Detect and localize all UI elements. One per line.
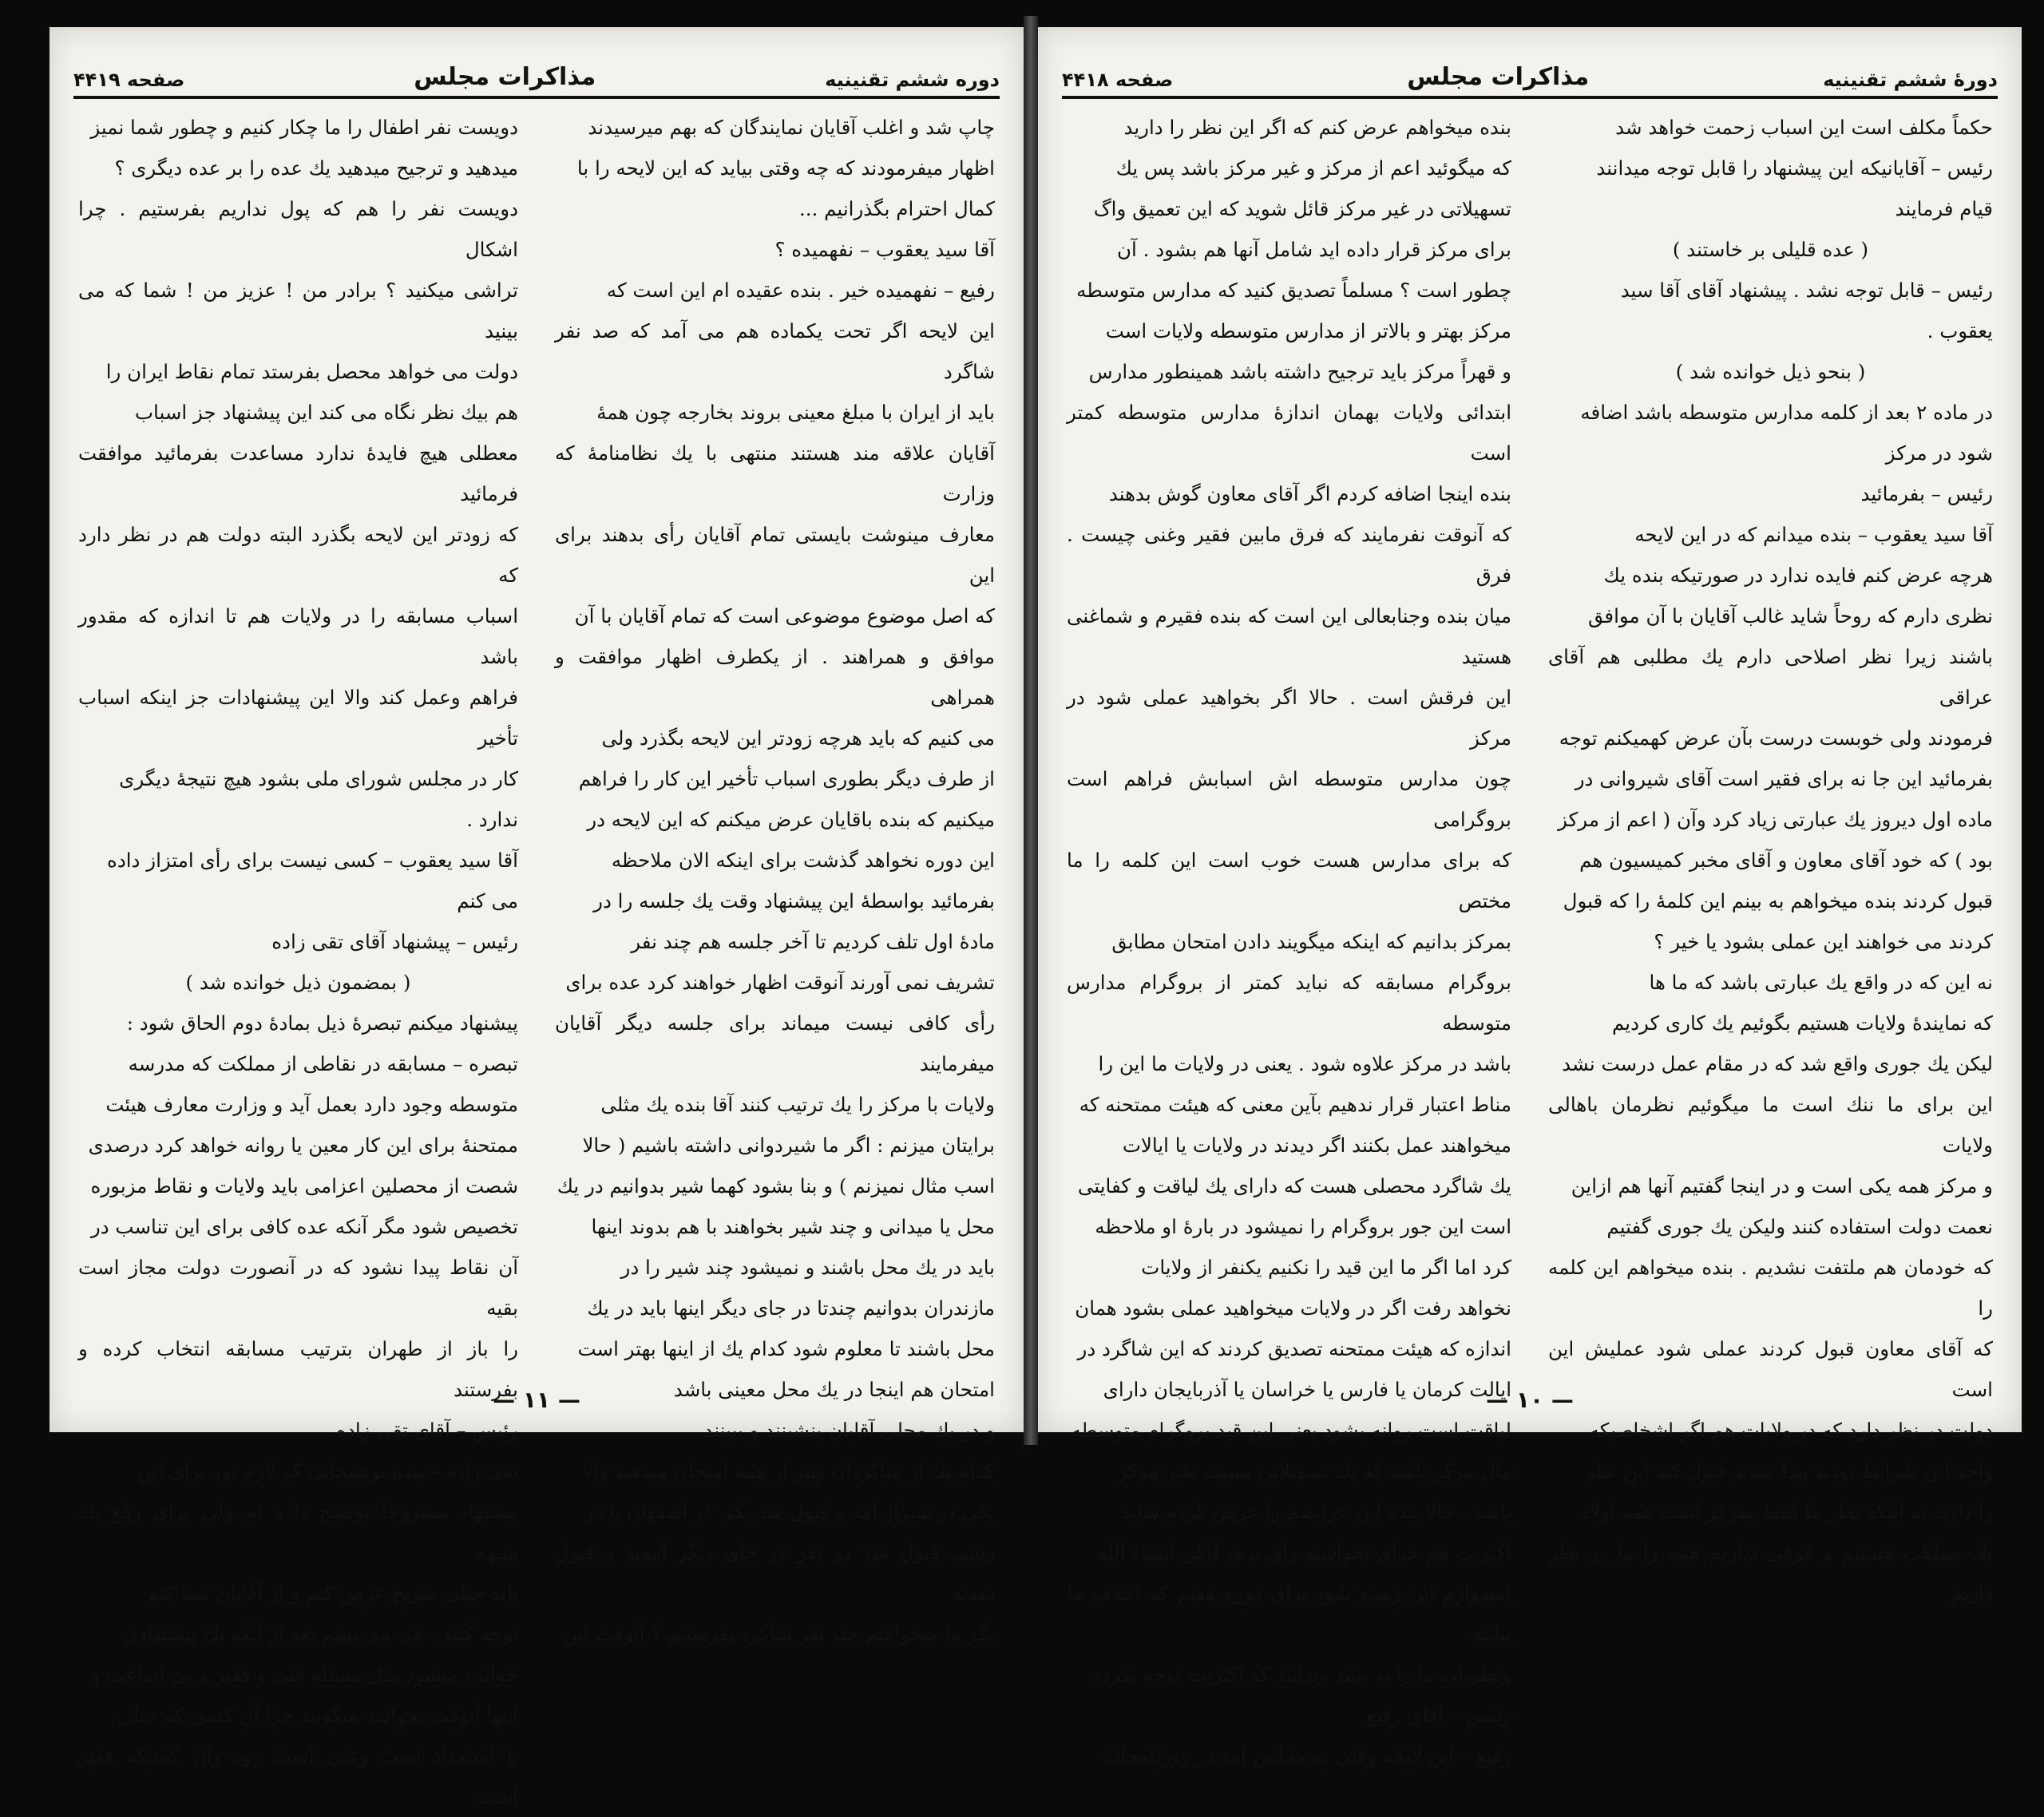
text-line: مادهٔ اول تلف کردیم تا آخر جلسه هم چند نفر bbox=[631, 930, 995, 953]
text-line: دویست نفر اطفال را ما چکار کنیم و چطور شما نمیز bbox=[90, 116, 518, 139]
text-line: کار در مجلس شورای ملی بشود هیچ نتیجهٔ دیگری bbox=[119, 767, 518, 790]
text-line: آقا سید یعقوب – کسی نیست برای رأی امتزاز داده bbox=[106, 849, 518, 872]
right-page bbox=[1038, 27, 2022, 1768]
text-line: در ماده ۲ بعد از کلمه مدارس متوسطه باشد اضافه bbox=[1580, 401, 1993, 424]
text-line: بود ) که خود آقای معاون و آقای مخبر کمیسیون هم bbox=[1579, 849, 1993, 872]
text-line: نظری دارم که روحاً شاید غالب آقایان با آن موافق bbox=[1587, 604, 1993, 627]
text-line: برای مرکز قرار داده اید شامل آنها هم بشود . آن bbox=[1117, 238, 1511, 261]
text-line: بمرکز بدانیم که اینکه میگویند دادن امتحان مطابق bbox=[1111, 930, 1511, 953]
text-line: این فرقش است . حالا اگر بخواهید عملی شود در مرکز bbox=[1067, 686, 1511, 750]
text-line: بفرمائید این جا نه برای فقیر است آقای شیروانی در bbox=[1575, 767, 1993, 790]
text-line: حکماً مکلف است این اسباب زحمت خواهد شد bbox=[1615, 116, 1993, 139]
text-line: مناط اعتبار قرار ندهیم بآین معنی که هیئت ممتحنه که bbox=[1079, 1093, 1511, 1116]
text-line: ( بنحو ذیل خوانده شد ) bbox=[1675, 360, 1866, 383]
left-folio: — ۱۱ — bbox=[493, 1387, 580, 1413]
text-line: و در یك محلی آقایان بنشینند و ببینند bbox=[703, 1419, 995, 1442]
text-line: این لایحه اگر تحت یکماده هم می آمد که صد نفر شاگرد bbox=[555, 319, 995, 383]
text-line: بنده اینجا اضافه کردم اگر آقای معاون گوش بدهند bbox=[1108, 482, 1511, 505]
text-line: برایتان میزنم : اگر ما شیردوانی داشته باشیم ( حالا bbox=[582, 1134, 995, 1157]
text-line: میکنیم که بنده باقایان عرض میکنم که این لایحه در bbox=[587, 808, 995, 831]
text-line: پیشنهاد میکنم تبصرهٔ ذیل بمادهٔ دوم الحاق شود : bbox=[126, 1011, 518, 1035]
text-line: باید از ایران با مبلغ معینی بروند بخارجه چون همهٔ bbox=[596, 401, 995, 424]
text-line: لیاقت است روانه بشود یعنی این قید بروگرام متوسطه bbox=[1071, 1419, 1511, 1442]
text-line: ماده اول دیروز یك عبارتی زیاد کرد وآن ( اعم از مرکز bbox=[1558, 808, 1993, 831]
text-line: ( عده قلیلی بر خاستند ) bbox=[1672, 238, 1869, 261]
left-header-title: مذاکرات مجلس bbox=[414, 63, 596, 91]
text-line: اینها آنوقت نخوانده میگویند چرا آن کسی که خیلی bbox=[117, 1704, 518, 1727]
text-line: چطور است ؟ مسلماً تصدیق کنید که مدارس متوسطه bbox=[1076, 279, 1511, 302]
text-line: واجد این شرایط بودند پیدا شدند قبول کند این نظر bbox=[1584, 1459, 1993, 1482]
text-line: که آقای معاون قبول کردند عملی شود عملیش این است bbox=[1548, 1337, 1993, 1401]
text-line: یك مملکت هستیم و فرقی نداریم همه را ما در نظر داریم bbox=[1548, 1541, 1993, 1605]
text-line: بگر ما میخواهیم چند نفر شاگرد بفرستیم ؟ آنوقت این bbox=[563, 1622, 995, 1645]
right-header-title: مذاکرات مجلس bbox=[1407, 63, 1590, 91]
text-line: بروگرام مسابقه که نباید کمتر از بروگرام مدارس متوسطه bbox=[1067, 971, 1511, 1035]
text-line: رئیس – پیشنهاد آقای تقی زاده bbox=[271, 930, 518, 953]
text-line: ولایات با مرکز را یك ترتیب کنند آقا بنده یك مثلی bbox=[600, 1093, 995, 1116]
text-line: محل یا میدانی و چند شیر بخواهند با هم بدوند اینها bbox=[591, 1215, 995, 1238]
text-line: دویست نفر را هم که پول نداریم بفرستیم . چرا اشکال bbox=[78, 197, 518, 261]
text-line: را دارند نه اینکه نظر ما فقط بمرکز است همه اولاد bbox=[1580, 1500, 1993, 1523]
text-line: ندارد . bbox=[466, 808, 518, 831]
text-line: کدام یك از شاگردان بهتر از همه امتحان میدهند والا bbox=[581, 1459, 995, 1482]
left-column-right bbox=[555, 107, 995, 1645]
text-line: چون مدارس متوسطه اش اسبابش فراهم است بروگرامی bbox=[1067, 767, 1511, 831]
text-line: اندازه که هیئت ممتحنه تصدیق کردند که این شاگرد در bbox=[1077, 1337, 1511, 1360]
text-line: باید در یك محل باشند و نمیشود چند شیر را در bbox=[620, 1256, 995, 1279]
text-line: رأی کافی نیست میماند برای جلسه دیگر آقایان میفرمایند bbox=[555, 1011, 995, 1075]
text-line: دولت در نظر دارد که در ولایات هم اگر اشخاصیکه bbox=[1589, 1419, 1993, 1442]
text-line: کردند می خواهند این عملی بشود یا خیر ؟ bbox=[1654, 930, 1993, 953]
text-line: هرچه عرض کنم فایده ندارد در صورتیکه بنده یك bbox=[1603, 564, 1993, 587]
text-line: و قهراً مرکز باید ترجیح داشته باشد همینطور مدارس bbox=[1088, 360, 1511, 383]
text-line: مال مرکز باشد که یك تسهیلاتی نسبت بغیر مرکز bbox=[1117, 1459, 1511, 1482]
text-line: رئیس – قابل توجه نشد . پیشنهاد آقای آقا سید bbox=[1620, 279, 1993, 302]
text-line: کرد اما اگر ما این قید را نکنیم یکنفر از ولایات bbox=[1141, 1256, 1511, 1279]
text-line: معطلی هیچ فایدهٔ ندارد مساعدت بفرمائید موافقت فرمائید bbox=[78, 441, 518, 505]
text-line: آن نقاط پیدا نشود که در آنصورت دولت مجاز است بقیه bbox=[78, 1256, 518, 1320]
right-column-right bbox=[1548, 107, 1993, 1605]
text-line: که میگوئید اعم از مرکز و غیر مرکز باشد پس یك bbox=[1115, 156, 1511, 180]
text-line: می کنم bbox=[457, 889, 518, 912]
text-line: رئیس – بفرمائید bbox=[1860, 482, 1993, 505]
text-line: و مرکز همه یکی است و در اینجا گفتیم آنها هم ازاین bbox=[1571, 1174, 1993, 1197]
text-line: فرمودند ولی خوبست درست بآن عرض کهمیکنم توجه bbox=[1559, 726, 1993, 750]
text-line: چاپ شد و اغلب آقایان نمایندگان که بهم میرسیدند bbox=[588, 116, 995, 139]
text-line: اکثریت هم خدای نخواسته رأی ندهد لیکن انشاء الله bbox=[1096, 1541, 1511, 1564]
text-line: مرکز بهتر و بالاتر از مدارس متوسطه ولایات است bbox=[1105, 319, 1511, 342]
text-line: آقا سید یعقوب – بنده میدانم که در این لایحه bbox=[1634, 523, 1993, 546]
text-line: ایالت کرمان یا فارس یا خراسان یا آذربایجان دارای bbox=[1103, 1378, 1511, 1401]
text-line: آقا سید یعقوب – نفهمیده ؟ bbox=[774, 238, 995, 261]
text-line: می کنیم که باید هرچه زودتر این لایحه بگذرد ولی bbox=[601, 726, 995, 750]
right-page-number: صفحه ۴۴۱۸ bbox=[1062, 69, 1174, 91]
left-column-left bbox=[78, 107, 518, 1808]
text-line: فراهم وعمل کند والا این پیشنهادات جز اینکه اسباب تأخیر bbox=[78, 686, 518, 750]
text-line: معارف مینوشت بایستی تمام آقایان رأی بدهند برای این bbox=[555, 523, 995, 587]
text-line: که خودمان هم ملتفت نشدیم . بنده میخواهم این کلمه را bbox=[1548, 1256, 1993, 1320]
text-line: امیدوارم این زمینه شود برای دوره هفتم که اخلاف ما بیایند bbox=[1067, 1581, 1511, 1645]
text-line: میخواهند عمل بکنند اگر دیدند در ولایات یا ایالات bbox=[1122, 1134, 1511, 1157]
text-line: را باز از طهران بترتیب مسابقه انتخاب کرده و بفرستند bbox=[78, 1337, 518, 1401]
text-line: تقی زاده – بنده توضیحاتی که لازم بود برای این bbox=[137, 1459, 518, 1482]
left-page-header bbox=[73, 48, 1000, 99]
text-line: بنده میخواهم عرض کنم که اگر این نظر را دارید bbox=[1123, 116, 1511, 139]
text-line: ونظریات ما را به بینند وبدانند که اکثریت توجه نکرده bbox=[1091, 1663, 1511, 1686]
text-line: میدهید و ترجیح میدهید یك عده را بر عده دیگری ؟ bbox=[114, 156, 518, 180]
text-line: اسب مثال نمیزنم ) و بنا بشود کهما شیر بدوانیم در یك bbox=[557, 1174, 995, 1197]
text-line: نه این که در واقع یك عبارتی باشد که ما ها bbox=[1649, 971, 1993, 994]
right-folio: — ۱۰ — bbox=[1486, 1387, 1574, 1413]
text-line: یك شاگرد محصلی هست که دارای یك لیاقت و کفایتی bbox=[1077, 1174, 1511, 1197]
text-line: هم بیك نظر نگاه می کند این پیشنهاد جز اسباب bbox=[134, 401, 518, 424]
text-line: که آنوقت نفرمایند که فرق مابین فقیر وغنی چیست . فرق bbox=[1067, 523, 1511, 587]
text-line: نعمت دولت استفاده کنند ولیکن یك جوری گفتیم bbox=[1606, 1215, 1993, 1238]
text-line: این برای ما ننك است ما میگوئیم نظرمان باهالی ولایات bbox=[1548, 1093, 1993, 1157]
text-line: یعقوب . bbox=[1927, 319, 1993, 342]
text-line: این دوره نخواهد گذشت برای اینکه الان ملاحظه bbox=[611, 849, 995, 872]
text-line: کمال احترام بگذرانیم ... bbox=[798, 197, 995, 220]
book-gutter bbox=[1024, 16, 1038, 1445]
text-line: شود در مرکز bbox=[1885, 441, 1993, 465]
right-session-label: دورهٔ ششم تقنینیه bbox=[1823, 69, 1998, 91]
text-line: بفرمائید بواسطهٔ این پیشنهاد وقت یك جلسه را در bbox=[593, 889, 995, 912]
left-page bbox=[50, 27, 1024, 1808]
text-line: مازندران بدوانیم چندتا در جای دیگر اینها باید در یك bbox=[587, 1296, 995, 1320]
right-column-left bbox=[1067, 107, 1511, 1768]
text-line: ابتدائی ولایات بهمان اندازهٔ مدارس متوسطه کمتر است bbox=[1067, 401, 1511, 465]
text-line: رئیس – آقای رفیع bbox=[1365, 1704, 1511, 1727]
text-line: تشریف نمی آورند آنوقت اظهار خواهند کرد عده برای bbox=[565, 971, 995, 994]
left-page-number: صفحه ۴۴۱۹ bbox=[73, 69, 185, 91]
text-line: خوانده میشود مثل مسئله غنی و فقیر و بی اضاعت و bbox=[90, 1663, 518, 1686]
text-line: لیکن یك جوری واقع شد که در مقام عمل درست نشد bbox=[1562, 1052, 1993, 1075]
text-line: موافق و همراهند . از یکطرف اظهار موافقت و همراهی bbox=[555, 645, 995, 709]
text-line: محل باشند تا معلوم شود کدام یك از اینها بهتر است bbox=[577, 1337, 995, 1360]
text-line: اسباب مسابقه را در ولایات هم تا اندازه که مقدور باشد bbox=[78, 604, 518, 668]
text-line: باشند زیرا نظر اصلاحی دارم یك مطلبی هم آقای عراقی bbox=[1548, 645, 1993, 709]
text-line: باید خیلی صریح عرض کنم و از آقایان تمنا کنم bbox=[146, 1581, 518, 1605]
text-line: پیشنهاد مشروحاً توضیح داده ام ولی برای رفع یك شبهه bbox=[78, 1500, 518, 1564]
text-line: باشد . حالا بنده این عرایضم را عرض کردم شاید bbox=[1121, 1500, 1511, 1523]
text-line: شصت از محصلین اعزامی باید ولایات و نقاط مزبوره bbox=[90, 1174, 518, 1197]
left-session-label: دوره ششم تقنينيه bbox=[825, 69, 1000, 91]
text-line: ( بمضمون ذیل خوانده شد ) bbox=[185, 971, 411, 994]
text-line: توجه کنند . هی می بینیم بعد از آنکه یك پیشنهادی bbox=[122, 1622, 518, 1645]
text-line: است این جور بروگرام را نمیشود در بارهٔ او ملاحظه bbox=[1095, 1215, 1511, 1238]
text-line: متوسطه وجود دارد بعمل آید و وزارت معارف هیئت bbox=[105, 1093, 518, 1116]
text-line: با استعداد است وغنی است زود وآن کسیکه فقیر است bbox=[78, 1744, 518, 1808]
text-line: باشد در مرکز علاوه شود . یعنی در ولایات ما این را bbox=[1098, 1052, 1511, 1075]
text-line: ممتحنهٔ برای این کار معین یا روانه خواهد کرد درصدی bbox=[88, 1134, 518, 1157]
text-line: میان بنده وجنابعالی این است که بنده فقیرم و شماغنی هستید bbox=[1067, 604, 1511, 668]
text-line: دولت می خواهد محصل بفرستد تمام نقاط ایران را bbox=[105, 360, 518, 383]
text-line: از طرف دیگر بطوری اسباب تأخیر این کار را فراهم bbox=[578, 767, 995, 790]
text-line: تسهیلاتی در غیر مرکز قائل شوید که این تعمیق واگ bbox=[1093, 197, 1511, 220]
text-line: که نمایندهٔ ولایات هستیم بگوئیم یك کاری کردیم bbox=[1611, 1011, 1993, 1035]
text-line: تخصیص شود مگر آنکه عده کافی برای این تناسب در bbox=[90, 1215, 518, 1238]
text-line: که زودتر این لایحه بگذرد البته دولت هم در نظر دارد که bbox=[78, 523, 518, 587]
text-line: رشت قبول شد دو نفر در جای دیگر آمدند و قبول شدند bbox=[555, 1541, 995, 1605]
text-line: امتحان هم اینجا در یك محل معینی باشد bbox=[673, 1378, 995, 1401]
text-line: قبول کردند بنده میخواهم به بینم این کلمهٔ را که قبول bbox=[1563, 889, 1993, 912]
right-page-header bbox=[1062, 48, 1998, 99]
text-line: اظهار میفرمودند که چه وقتی بیاید که این لایحه را با bbox=[576, 156, 995, 180]
text-line: رئیس – آقای تقی زاده bbox=[336, 1419, 518, 1442]
text-line: نخواهد رفت اگر در ولایات میخواهید عملی بشود همان bbox=[1075, 1296, 1511, 1320]
text-line: رفیع – نفهمیده خیر . بنده عقیده ام این است که bbox=[606, 279, 995, 302]
text-line: تراشی میکنید ؟ برادر من ! عزیز من ! شما که می بینید bbox=[78, 279, 518, 342]
text-line: که برای مدارس هست خوب است این کلمه را ما مختص bbox=[1067, 849, 1511, 912]
text-line: که اصل موضوع موضوعی است که تمام آقایان با آن bbox=[574, 604, 995, 627]
text-line: رفیع – این لایحه وقتی به مجلس آمد در روزنامجات bbox=[1102, 1744, 1511, 1768]
text-line: یکی در شیراز آمد و قبول شد یکی در اصفهان یا در bbox=[584, 1500, 995, 1523]
text-line: تبصره – مسابقه در نقاطی از مملکت که مدرسه bbox=[128, 1052, 518, 1075]
text-line: قیام فرمایند bbox=[1895, 197, 1993, 220]
text-line: رئیس – آقایانیکه این پیشنهاد را قابل توجه میدانند bbox=[1596, 156, 1993, 180]
text-line: آقایان علاقه مند هستند منتهی با یك نظامنامهٔ که وزارت bbox=[555, 441, 995, 505]
